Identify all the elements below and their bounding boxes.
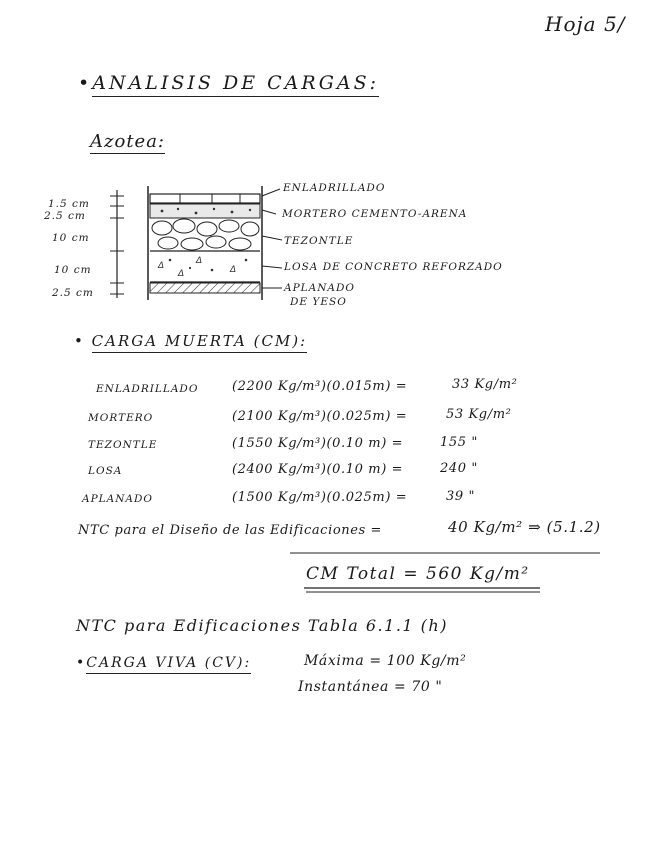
row-name: APLANADO <box>82 493 153 505</box>
dead-load-heading: • CARGA MUERTA (CM): <box>74 334 307 349</box>
layer-label: ENLADRILLADO <box>283 182 386 194</box>
live-load-heading-text: CARGA VIVA (CV): <box>86 655 251 674</box>
page-title: •ANALISIS DE CARGAS: <box>78 74 379 93</box>
row-calc: (2200 Kg/m³)(0.015m) = <box>232 379 408 394</box>
svg-text:Δ: Δ <box>178 269 185 279</box>
row-value: 39 " <box>446 489 476 504</box>
row-calc: (2400 Kg/m³)(0.10 m) = <box>232 462 404 477</box>
dimension-label: 2.5 cm <box>52 287 94 299</box>
dead-load-total: CM Total = 560 Kg/m² <box>306 564 530 584</box>
svg-text:Δ: Δ <box>196 256 203 266</box>
live-load-max: Máxima = 100 Kg/m² <box>304 653 467 669</box>
layer-label: TEZONTLE <box>284 235 354 247</box>
dimension-label: 10 cm <box>54 264 92 276</box>
live-load-heading: •CARGA VIVA (CV): <box>76 656 251 670</box>
layer-label: APLANADO <box>284 282 355 294</box>
layer-label: LOSA DE CONCRETO REFORZADO <box>284 261 503 273</box>
layer-label: MORTERO CEMENTO-ARENA <box>282 208 468 220</box>
ntc-value: 40 Kg/m² ⇒ (5.1.2) <box>448 518 601 536</box>
section-title: Azotea: <box>90 131 166 152</box>
row-value: 33 Kg/m² <box>452 377 518 392</box>
row-calc: (1500 Kg/m³)(0.025m) = <box>232 490 408 505</box>
page-title-text: ANALISIS DE CARGAS: <box>92 72 379 97</box>
row-value: 240 " <box>440 461 478 476</box>
layer-label: DE YESO <box>290 296 347 308</box>
dimension-label: 10 cm <box>52 232 90 244</box>
row-value: 155 " <box>440 435 478 450</box>
reference-note: NTC para Edificaciones Tabla 6.1.1 (h) <box>76 616 448 635</box>
sheet-number: Hoja 5/ <box>545 12 626 36</box>
row-calc: (1550 Kg/m³)(0.10 m) = <box>232 436 404 451</box>
row-name: TEZONTLE <box>88 439 158 451</box>
row-calc: (2100 Kg/m³)(0.025m) = <box>232 409 408 424</box>
row-value: 53 Kg/m² <box>446 407 512 422</box>
dimension-label: 1.5 cm <box>48 198 90 210</box>
dimension-label: 2.5 cm <box>44 210 86 222</box>
svg-text:Δ: Δ <box>158 261 165 271</box>
ntc-line: NTC para el Diseño de las Edificaciones = <box>78 523 383 538</box>
row-name: LOSA <box>88 465 123 477</box>
row-name: ENLADRILLADO <box>96 383 199 395</box>
live-load-instantaneous: Instantánea = 70 " <box>298 679 443 695</box>
dead-load-heading-text: CARGA MUERTA (CM): <box>92 332 308 353</box>
row-name: MORTERO <box>88 412 154 424</box>
svg-text:Δ: Δ <box>230 265 237 275</box>
